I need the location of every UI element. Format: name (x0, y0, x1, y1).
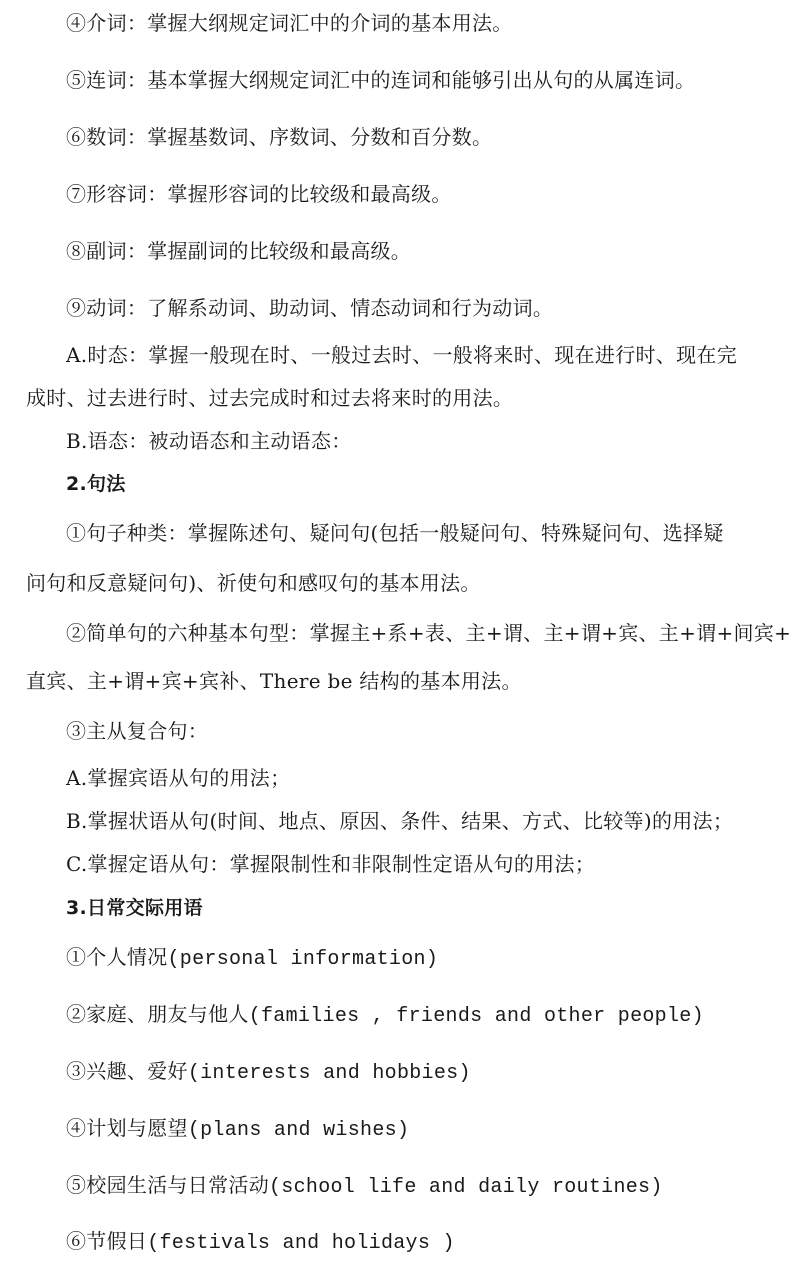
simple-sentence-line-2: 直宾、主+谓+宾+宾补、There be 结构的基本用法。 (26, 669, 522, 693)
sentence-types-line-1: ①句子种类：掌握陈述句、疑问句(包括一般疑问句、特殊疑问句、选择疑 (66, 521, 724, 545)
topic-cn: ⑤校园生活与日常活动 (66, 1173, 269, 1197)
list-item (66, 1172, 663, 1201)
topic-en: (personal information) (167, 948, 439, 971)
topic-en: (school life and daily routines) (269, 1176, 663, 1199)
list-item (66, 1058, 471, 1087)
object-clause-line: A.掌握宾语从句的用法； (66, 766, 291, 790)
item-conjunctions: ⑤连词：基本掌握大纲规定词汇中的连词和能够引出从句的从属连词。 (66, 68, 696, 92)
item-verbs: ⑨动词：了解系动词、助动词、情态动词和行为动词。 (66, 296, 554, 320)
topic-en: (festivals and holidays ) (147, 1232, 455, 1255)
list-item (66, 1001, 704, 1030)
simple-sentence-line-1: ②简单句的六种基本句型：掌握主+系+表、主+谓、主+谓+宾、主+谓+间宾+ (66, 621, 792, 645)
topic-cn: ④计划与愿望 (66, 1116, 188, 1140)
sentence-types-line-2: 问句和反意疑问句)、祈使句和感叹句的基本用法。 (26, 571, 481, 595)
topic-cn: ②家庭、朋友与他人 (66, 1002, 249, 1026)
list-item (66, 1228, 455, 1257)
voice-line: B.语态：被动语态和主动语态： (66, 429, 352, 453)
topic-en: (families , friends and other people) (248, 1005, 704, 1028)
attributive-clause-line: C.掌握定语从句：掌握限制性和非限制性定语从句的用法； (66, 852, 596, 876)
adverbial-clause-line: B.掌握状语从句(时间、地点、原因、条件、结果、方式、比较等)的用法； (66, 809, 734, 833)
list-item (66, 1115, 409, 1144)
tense-line-2: 成时、过去进行时、过去完成时和过去将来时的用法。 (26, 386, 514, 410)
section-heading-communication: 3.日常交际用语 (66, 897, 203, 919)
topic-en: (interests and hobbies) (187, 1062, 471, 1085)
topic-cn: ①个人情况 (66, 945, 168, 969)
topic-cn: ③兴趣、爱好 (66, 1059, 188, 1083)
list-item (66, 944, 438, 973)
item-prepositions: ④介词：掌握大纲规定词汇中的介词的基本用法。 (66, 11, 513, 35)
complex-sentence-label: ③主从复合句： (66, 719, 209, 743)
topic-en: (plans and wishes) (187, 1119, 410, 1142)
item-adverbs: ⑧副词：掌握副词的比较级和最高级。 (66, 239, 412, 263)
item-adjectives: ⑦形容词：掌握形容词的比较级和最高级。 (66, 182, 452, 206)
item-numerals: ⑥数词：掌握基数词、序数词、分数和百分数。 (66, 125, 493, 149)
section-heading-syntax: 2.句法 (66, 473, 126, 495)
tense-line-1: A.时态：掌握一般现在时、一般过去时、一般将来时、现在进行时、现在完 (66, 343, 737, 367)
topic-cn: ⑥节假日 (66, 1229, 148, 1253)
